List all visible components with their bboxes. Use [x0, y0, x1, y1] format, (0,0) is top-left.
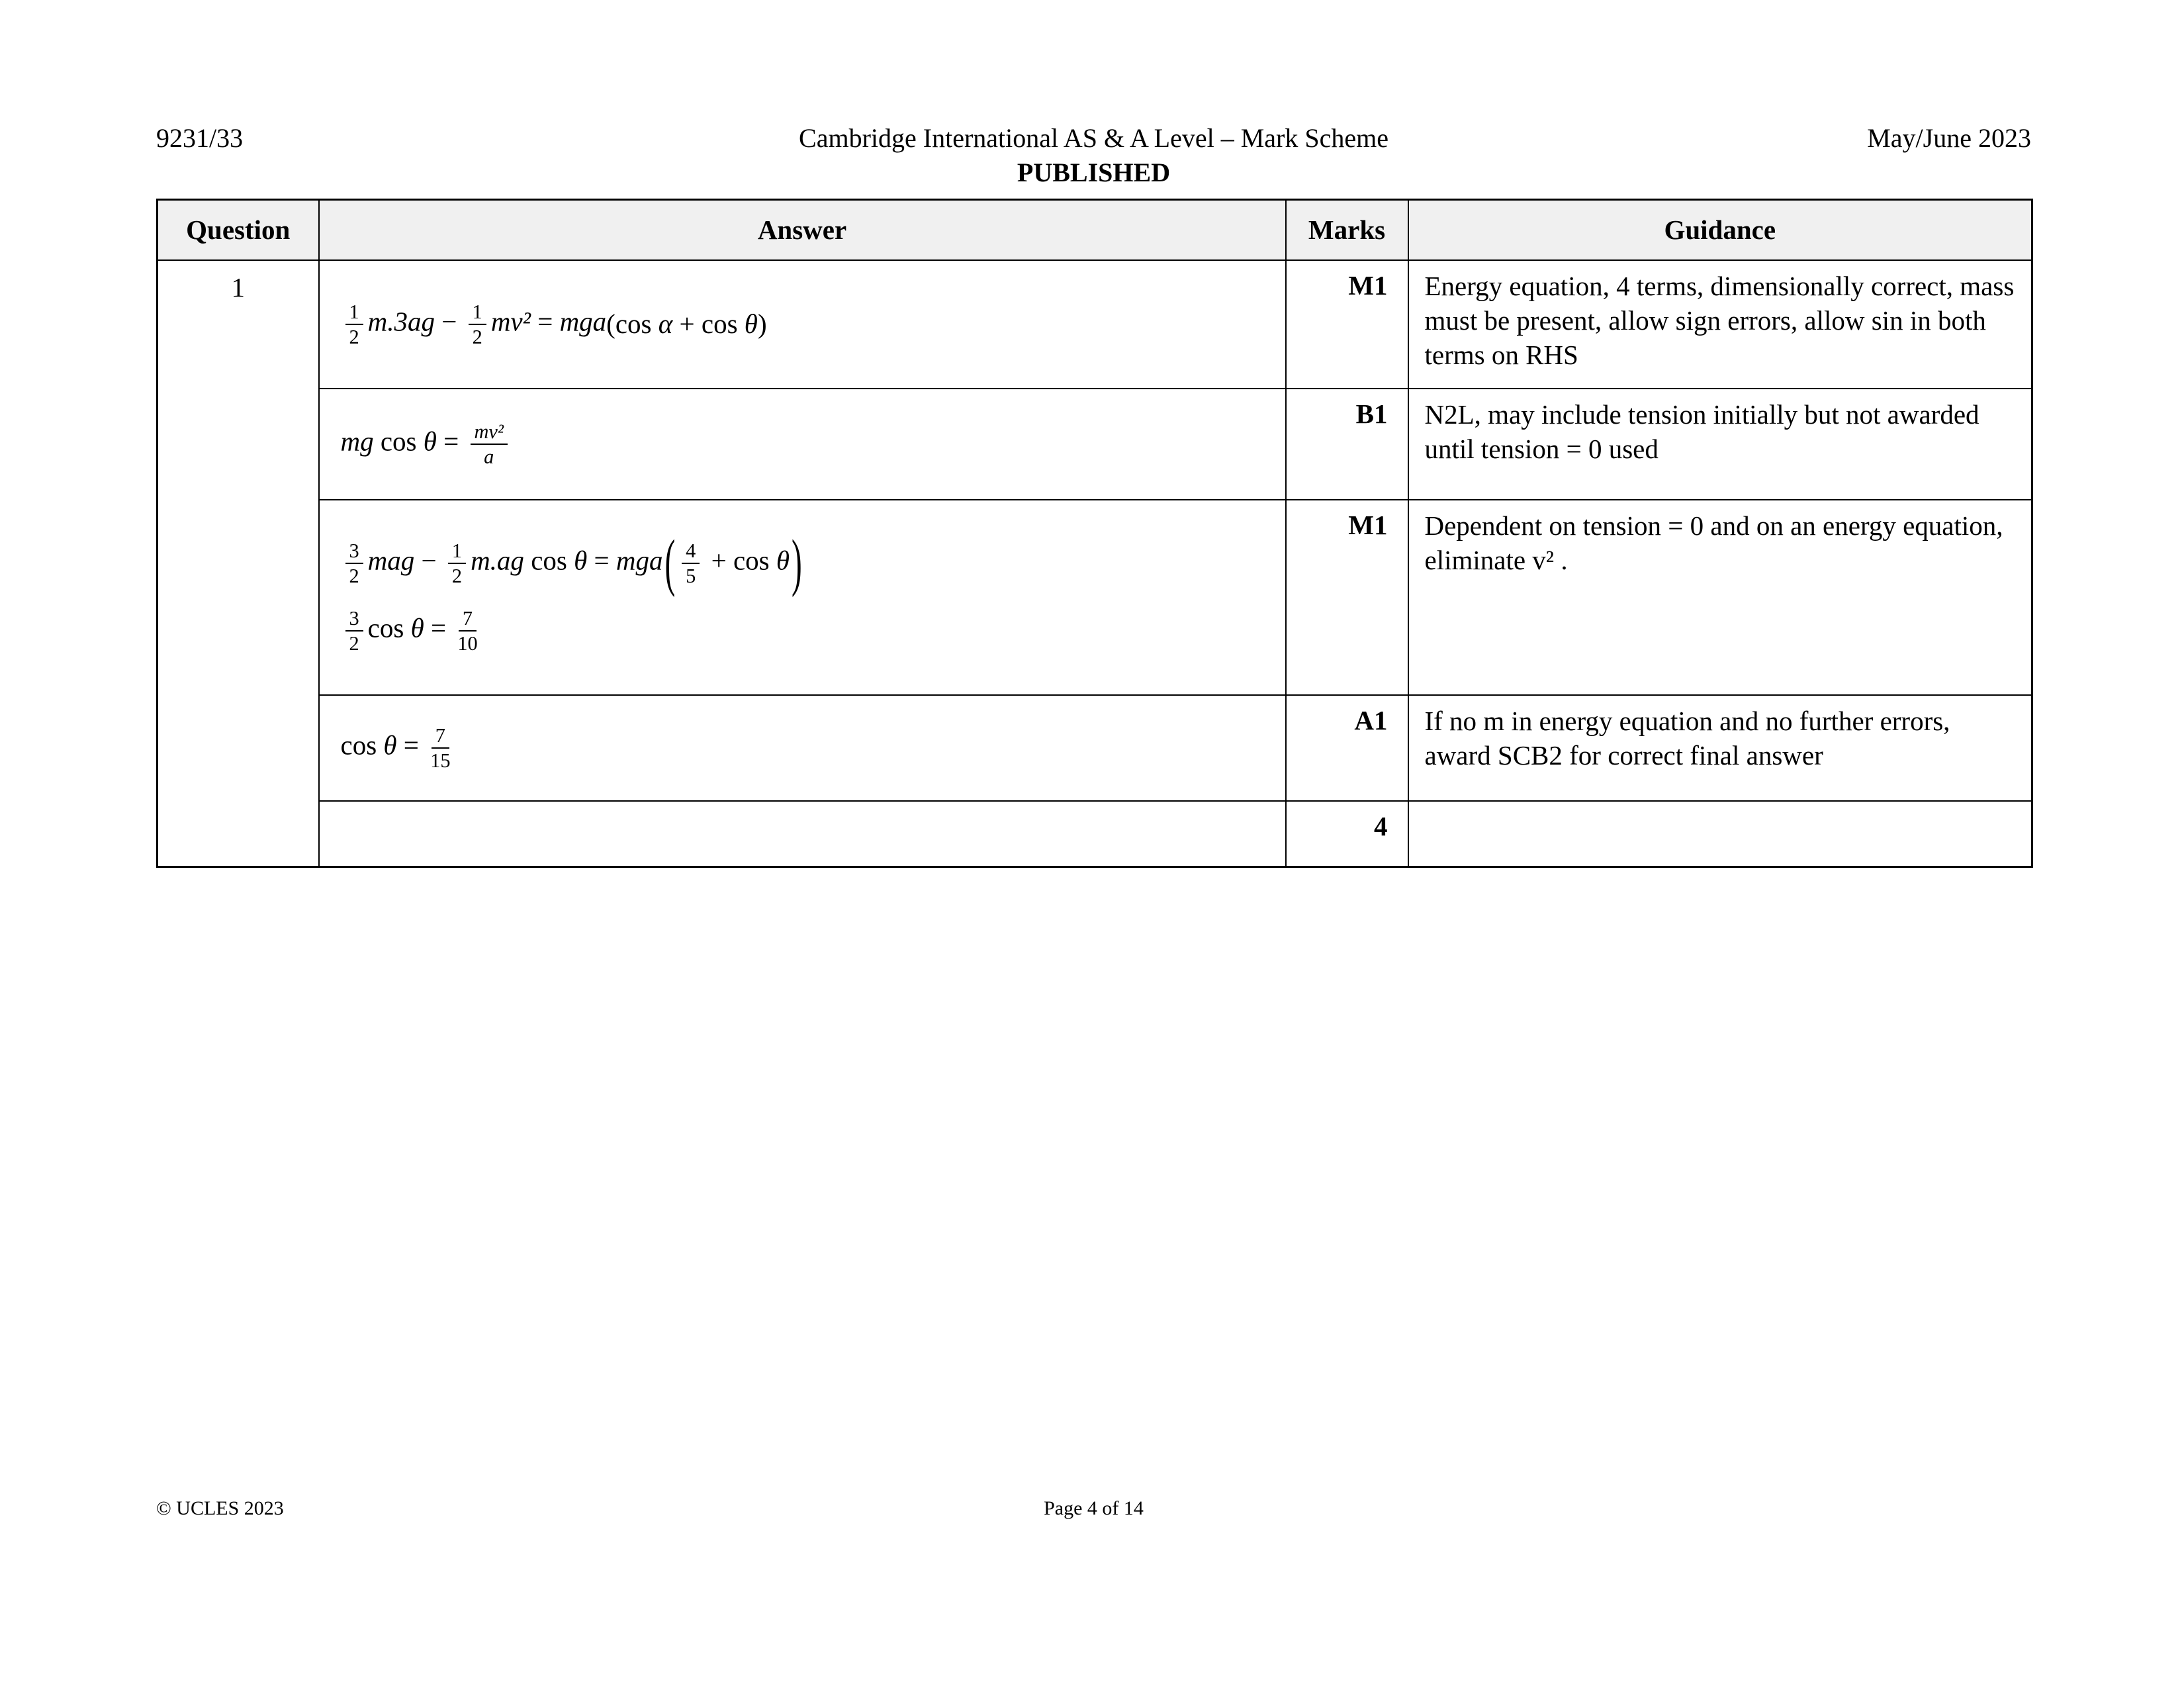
- table-row: [158, 695, 2032, 801]
- document-title: Cambridge International AS & A Level – Mark Scheme: [799, 123, 1388, 153]
- exam-session: May/June 2023: [1867, 123, 2031, 153]
- answer-cell: [319, 695, 1286, 801]
- page-header: [156, 121, 2031, 190]
- header-title-block: [156, 121, 2031, 190]
- answer-cell: [319, 801, 1286, 867]
- math-fraction: $\frac{\text{mv²}}{a}$: [471, 420, 508, 468]
- table-row: [158, 500, 2032, 695]
- math-line: $\frac{1}{2}$ m.3ag − $\frac{1}{2}$ mv² = mga ( cos α + cos θ ): [341, 301, 1272, 348]
- question-number: 1: [158, 260, 319, 867]
- column-header-question: Question: [158, 200, 319, 260]
- paper-code: 9231/33: [156, 123, 244, 153]
- page-footer: [156, 1497, 2031, 1520]
- guidance-cell: [1408, 801, 2032, 867]
- math-fraction: $\frac{7}{10}$: [457, 607, 478, 655]
- table-row: [158, 389, 2032, 500]
- guidance-cell: N2L, may include tension initially but not awarded until tension = 0 used: [1408, 389, 2032, 500]
- published-label: PUBLISHED: [1017, 158, 1171, 187]
- answer-cell: [319, 389, 1286, 500]
- math-paren-group: ( cos α + cos θ ): [606, 308, 767, 339]
- math-fraction: $\frac{4}{5}$: [682, 539, 700, 587]
- math-paren-group: ( $\frac{4}{5}$ + cos θ ): [664, 527, 802, 598]
- math-fraction: $\frac{7}{15}$: [430, 724, 451, 772]
- math-line: mg cos θ = $\frac{\text{mv²}}{a}$: [341, 420, 1272, 468]
- math-line: cos θ = $\frac{7}{15}$: [340, 724, 451, 772]
- table-header-row: [158, 200, 2032, 260]
- column-header-guidance: Guidance: [1408, 200, 2032, 260]
- guidance-cell: Dependent on tension = 0 and on an energy equation, eliminate v² .: [1408, 500, 2032, 695]
- math-fraction: $\frac{3}{2}$: [345, 539, 363, 587]
- guidance-cell: If no m in energy equation and no further errors, award SCB2 for correct final answer: [1408, 695, 2032, 801]
- marks-cell: M1: [1286, 500, 1408, 695]
- answer-cell: [319, 260, 1286, 389]
- guidance-cell: Energy equation, 4 terms, dimensionally correct, mass must be present, allow sign errors, allow sin in both terms on RHS: [1408, 260, 2032, 389]
- column-header-marks: Marks: [1286, 200, 1408, 260]
- math-fraction: $\frac{1}{2}$: [345, 301, 363, 348]
- answer-cell: [319, 500, 1286, 695]
- math-line: $\frac{3}{2}$ cos θ = $\frac{7}{10}$: [341, 607, 1272, 655]
- page-number: Page 4 of 14: [1044, 1497, 1144, 1519]
- math-line: $\frac{3}{2}$ mag − $\frac{1}{2}$ m.ag cos θ = mga ( $\frac{4}{5}$ + cos θ ): [341, 539, 1272, 587]
- column-header-answer: Answer: [319, 200, 1286, 260]
- math-fraction: $\frac{1}{2}$: [448, 539, 466, 587]
- copyright-notice: © UCLES 2023: [156, 1497, 284, 1519]
- table-row: [158, 260, 2032, 389]
- marks-cell: A1: [1286, 695, 1408, 801]
- table-row: [158, 801, 2032, 867]
- math-fraction: $\frac{1}{2}$: [469, 301, 486, 348]
- marks-cell: 4: [1286, 801, 1408, 867]
- math-fraction: $\frac{3}{2}$: [345, 607, 363, 655]
- table-body: [158, 260, 2032, 867]
- mark-scheme-table: [156, 199, 2033, 868]
- marks-cell: B1: [1286, 389, 1408, 500]
- marks-cell: M1: [1286, 260, 1408, 389]
